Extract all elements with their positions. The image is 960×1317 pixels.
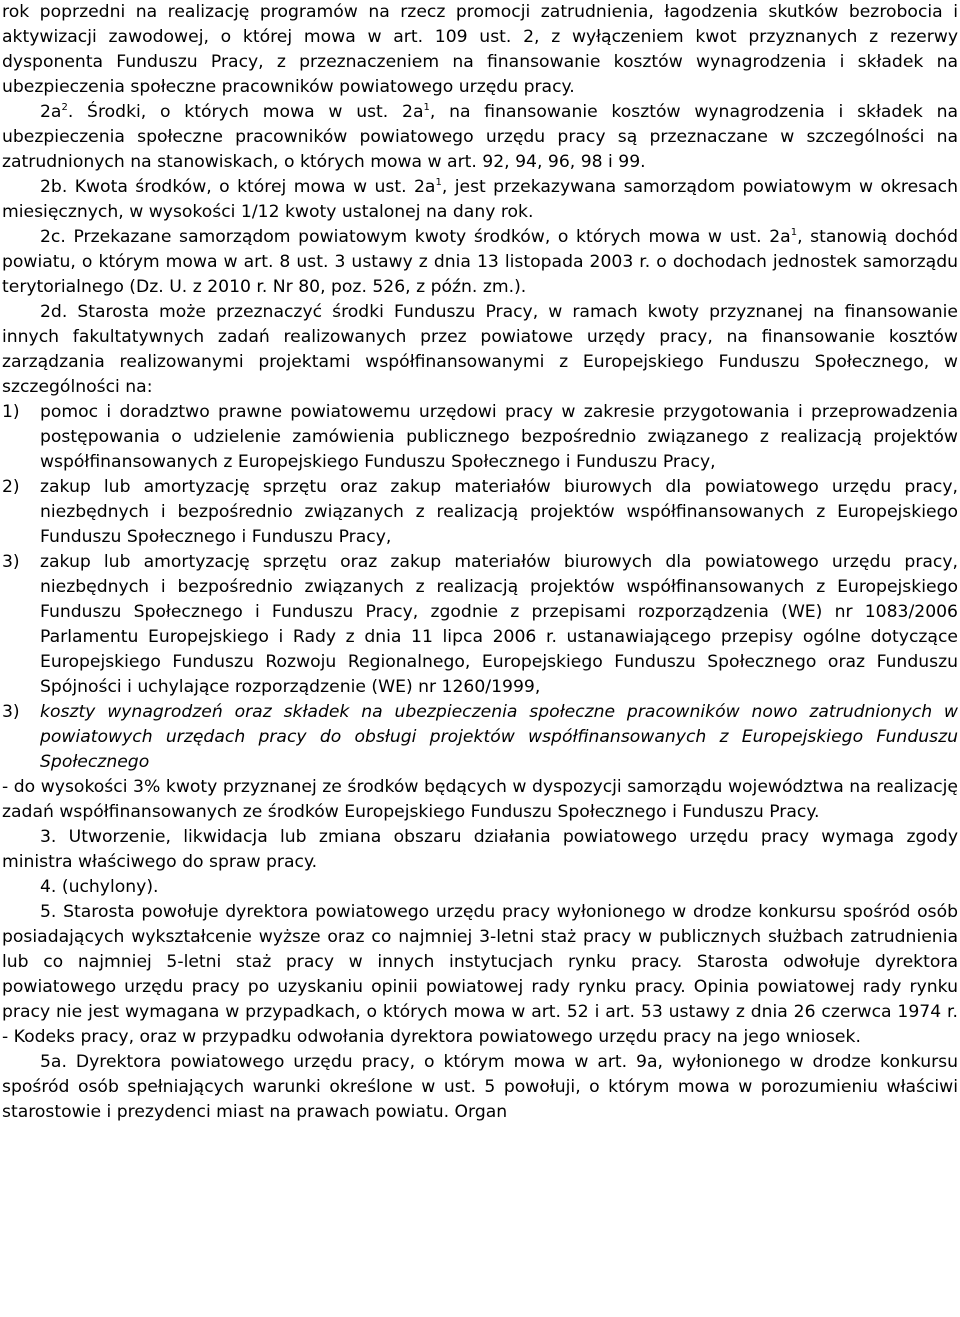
paragraph-5: 5. Starosta powołuje dyrektora powiatowego urzędu pracy wyłonionego w drodze konkursu spośród osób posiadających wykształcenie wyższe oraz co najmniej 3-letni staż pracy w publicznych służbach zatrudnienia lub co najmniej 5-letni staż pracy w innych instytucjach rynku pracy. Starosta odwołuje dyrektora powiatowego urzędu pracy po uzyskaniu opinii powiatowej rady rynku pracy. Opinia powiatowej rady rynku pracy nie jest wymagana w przypadkach, o których mowa w art. 52 i art. 53 ustawy z dnia 26 czerwca 1974 r. - Kodeks pracy, oraz w przypadku odwołania dyrektora powiatowego urzędu pracy na jego wniosek.: [2, 902, 958, 1047]
paragraph-limit: - do wysokości 3% kwoty przyznanej ze środków będących w dyspozycji samorządu województwa na realizację zadań współfinansowanych ze środków Europejskiego Funduszu Społecznego i Funduszu Pracy.: [2, 777, 958, 822]
paragraph-intro: rok poprzedni na realizację programów na rzecz promocji zatrudnienia, łagodzenia skutków bezrobocia i aktywizacji zawodowej, o której mowa w art. 109 ust. 2, z wyłączeniem kwot przyznanych z rezerwy dysponenta Funduszu Pracy, z przeznaczeniem na finansowanie kosztów wynagrodzenia i składek na ubezpieczenia społeczne pracowników powiatowego urzędu pracy.: [2, 2, 958, 97]
list-number: 1): [2, 402, 20, 422]
para-text: . Środki, o których mowa w ust. 2a: [67, 102, 424, 122]
paragraph-4: 4. (uchylony).: [40, 877, 159, 897]
paragraph-5a: 5a. Dyrektora powiatowego urzędu pracy, o którym mowa w art. 9a, wyłonionego w drodze konkursu spośród osób spełniających warunki określone w ust. 5 powołuji, o którym mowa w porozumieniu właściwi starostowie i prezydenci miast na prawach powiatu. Organ: [2, 1052, 958, 1122]
superscript: 1: [435, 177, 442, 188]
list-item: [2, 550, 958, 700]
superscript: 2: [61, 102, 68, 113]
paragraph-2d: 2d. Starosta może przeznaczyć środki Funduszu Pracy, w ramach kwoty przyznanej na finansowanie innych fakultatywnych zadań realizowanych przez powiatowe urzędy pracy, na finansowanie kosztów zarządzania realizowanymi projektami współfinansowanymi z Europejskiego Funduszu Społecznego, w szczególności na:: [2, 302, 958, 397]
paragraph-3: 3. Utworzenie, likwidacja lub zmiana obszaru działania powiatowego urzędu pracy wymaga zgody ministra właściwego do spraw pracy.: [2, 827, 958, 872]
paragraph-2b: [2, 175, 958, 225]
superscript: 1: [423, 102, 430, 113]
para-text: , stanowią dochód powiatu, o którym mowa w art. 8 ust. 3 ustawy z dnia 13 listopada 2003 r. o dochodach jednostek samorządu terytorialnego (Dz. U. z 2010 r. Nr 80, poz. 526, z późn. zm.).: [2, 227, 958, 297]
list-number: 3): [2, 702, 20, 722]
para-text: 2b. Kwota środków, o której mowa w ust. 2a: [40, 177, 436, 197]
para-number: 2a: [40, 102, 62, 122]
list-item: [2, 700, 958, 775]
list-number: 3): [2, 552, 20, 572]
list-text: zakup lub amortyzację sprzętu oraz zakup materiałów biurowych dla powiatowego urzędu pracy, niezbędnych i bezpośrednio związanych z realizacją projektów współfinansowanych z Europejskiego Funduszu Społecznego i Funduszu Pracy, zgodnie z przepisami rozporządzenia (WE) nr 1083/2006 Parlamentu Europejskiego i Rady z dnia 11 lipca 2006 r. ustanawiającego przepisy ogólne dotyczące Europejskiego Funduszu Rozwoju Regionalnego, Europejskiego Funduszu Społecznego oraz Funduszu Spójności i uchylające rozporządzenie (WE) nr 1260/1999,: [40, 552, 958, 697]
paragraph-2a2: [2, 100, 958, 175]
list-item: [2, 400, 958, 475]
para-text: 2c. Przekazane samorządom powiatowym kwoty środków, o których mowa w ust. 2a: [40, 227, 791, 247]
para-text: , jest przekazywana samorządom powiatowym w okresach miesięcznych, w wysokości 1/12 kwoty ustalonej na dany rok.: [2, 177, 959, 222]
paragraph-2c: [2, 225, 958, 300]
list-text: zakup lub amortyzację sprzętu oraz zakup materiałów biurowych dla powiatowego urzędu pracy, niezbędnych i bezpośrednio związanych z realizacją projektów współfinansowanych z Europejskiego Funduszu Społecznego i Funduszu Pracy,: [40, 477, 958, 547]
list-item: [2, 475, 958, 550]
list-text: pomoc i doradztwo prawne powiatowemu urzędowi pracy w zakresie przygotowania i przeprowadzenia postępowania o udzielenie zamówienia publicznego bezpośrednio związanego z realizacją projektów współfinansowanych z Europejskiego Funduszu Społecznego i Funduszu Pracy,: [40, 402, 958, 472]
list-number: 2): [2, 477, 20, 497]
list-text: koszty wynagrodzeń oraz składek na ubezpieczenia społeczne pracowników nowo zatrudnionych w powiatowych urzędach pracy do obsługi projektów współfinansowanych z Europejskiego Funduszu Społecznego: [40, 702, 958, 772]
para-text: , na finansowanie kosztów wynagrodzenia i składek na ubezpieczenia społeczne pracowników powiatowego urzędu pracy są przeznaczane w szczególności na zatrudnionych na stanowiskach, o których mowa w art. 92, 94, 96, 98 i 99.: [2, 102, 958, 172]
superscript: 1: [790, 227, 798, 238]
